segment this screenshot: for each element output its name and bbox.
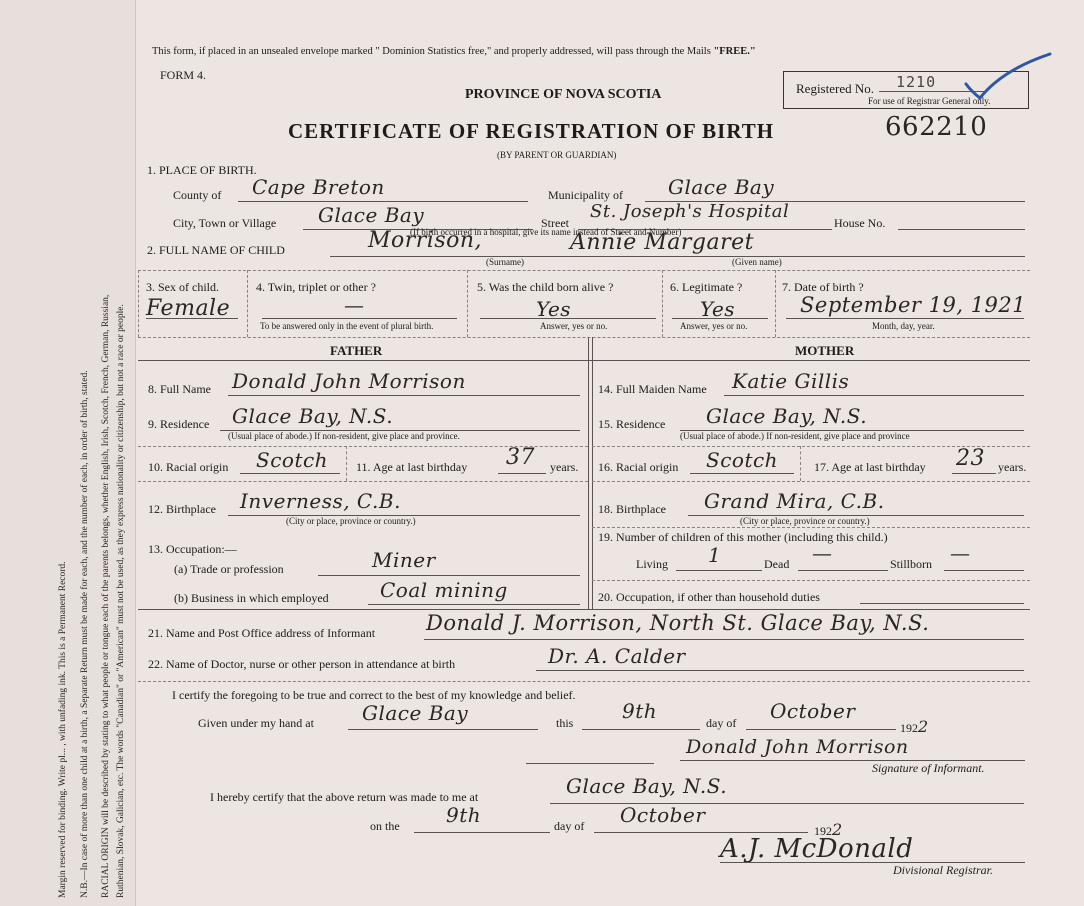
municipality-value: Glace Bay (668, 175, 775, 199)
mother-name-label: 14. Full Maiden Name (598, 382, 707, 396)
father-residence-label: 9. Residence (148, 417, 210, 431)
mother-residence-label: 15. Residence (598, 417, 666, 431)
registrar-day: 9th (446, 803, 482, 827)
father-birthplace-note: (City or place, province or country.) (286, 516, 416, 526)
margin-note-4: Ruthenian, Slovak, Galician, etc. The words "Canadian" or "American" must not be used, as they express nationality or citizenship, but not a race or people. (116, 304, 126, 898)
mother-heading: MOTHER (795, 343, 855, 358)
mother-residence: Glace Bay, N.S. (706, 404, 868, 428)
father-trade-label: (a) Trade or profession (174, 562, 284, 576)
handwritten-number: 662210 (885, 112, 988, 142)
informant-value: Donald J. Morrison, North St. Glace Bay, N.S. (426, 611, 930, 635)
father-race: Scotch (256, 448, 329, 472)
mother-birthplace-label: 18. Birthplace (598, 502, 666, 516)
dob-label: 7. Date of birth ? (782, 280, 864, 294)
day-of-label: day of (706, 716, 737, 730)
county-label: County of (173, 188, 222, 202)
registered-label: Registered No. (796, 81, 874, 96)
registered-number: 1210 (896, 73, 937, 91)
alive-note: Answer, yes or no. (540, 321, 608, 331)
certify-statement: I certify the foregoing to be true and correct to the best of my knowledge and belief. (172, 688, 576, 702)
on-the-label: on the (370, 819, 400, 833)
city-value: Glace Bay (318, 203, 425, 227)
province-heading: PROVINCE OF NOVA SCOTIA (465, 87, 662, 102)
stillborn-count: — (950, 541, 971, 565)
registrar-day-of-label: day of (554, 819, 585, 833)
place-section-label: 1. PLACE OF BIRTH. (147, 163, 257, 177)
registrar-caption: Divisional Registrar. (893, 863, 994, 877)
margin-note-2: N.B.—In case of more than one child at a birth, a Separate Return must be made for each, and the number of each, in order of birth, stated. (80, 370, 90, 898)
mother-age: 23 (956, 446, 985, 471)
child-given-name: Annie Margaret (570, 230, 755, 255)
dob-value: September 19, 1921 (800, 293, 1027, 317)
father-race-label: 10. Racial origin (148, 460, 229, 474)
city-label: City, Town or Village (173, 216, 277, 230)
father-age: 37 (506, 445, 535, 470)
dead-label: Dead (764, 557, 790, 571)
father-name: Donald John Morrison (232, 369, 466, 393)
this-label: this (556, 716, 574, 730)
mother-age-label: 17. Age at last birthday (814, 460, 926, 474)
father-birthplace: Inverness, C.B. (240, 489, 401, 513)
given-name-caption: (Given name) (732, 257, 782, 267)
sex-value: Female (146, 296, 231, 321)
registrar-year: 1922 (814, 820, 843, 839)
given-year: 1922 (900, 717, 929, 736)
children-count-label: 19. Number of children of this mother (including this child.) (598, 530, 888, 544)
legitimate-label: 6. Legitimate ? (670, 280, 743, 294)
twin-value: — (344, 293, 365, 317)
informant-label: 21. Name and Post Office address of Informant (148, 626, 376, 640)
father-occupation-label: 13. Occupation:— (148, 542, 237, 556)
twin-note: To be answered only in the event of plural birth. (260, 321, 434, 331)
mother-residence-note: (Usual place of abode.) If non-resident, give place and province (680, 431, 910, 441)
living-label: Living (636, 557, 668, 571)
mother-birthplace: Grand Mira, C.B. (704, 489, 885, 513)
alive-label: 5. Was the child born alive ? (477, 280, 614, 294)
mother-race: Scotch (706, 448, 779, 472)
registrar-place: Glace Bay, N.S. (566, 774, 728, 798)
municipality-label: Municipality of (548, 188, 623, 202)
father-residence: Glace Bay, N.S. (232, 404, 394, 428)
father-heading: FATHER (330, 343, 383, 358)
father-birthplace-label: 12. Birthplace (148, 502, 216, 516)
dob-note: Month, day, year. (872, 321, 935, 331)
certificate-title: CERTIFICATE OF REGISTRATION OF BIRTH (288, 119, 775, 143)
postal-note: This form, if placed in an unsealed envelope marked " Dominion Statistics free," and properly addressed, will pass through the Mails "FREE." (152, 46, 756, 57)
checkmark-icon (962, 50, 1058, 114)
child-name-label: 2. FULL NAME OF CHILD (147, 243, 285, 257)
county-value: Cape Breton (252, 175, 385, 199)
father-name-label: 8. Full Name (148, 382, 211, 396)
father-age-years: years. (550, 460, 579, 474)
given-day: 9th (622, 699, 658, 723)
registrar-signature: A.J. McDonald (720, 834, 914, 864)
informant-signature-caption: Signature of Informant. (872, 761, 985, 775)
father-age-label: 11. Age at last birthday (356, 460, 468, 474)
mother-occupation-label: 20. Occupation, if other than household duties (598, 590, 820, 604)
registrar-month: October (620, 803, 706, 827)
father-business-label: (b) Business in which employed (174, 591, 329, 605)
sex-label: 3. Sex of child. (146, 280, 219, 294)
informant-signature: Donald John Morrison (686, 736, 909, 758)
street-value: St. Joseph's Hospital (590, 201, 790, 222)
alive-value: Yes (536, 297, 572, 321)
house-number-label: House No. (834, 216, 886, 230)
mother-name: Katie Gillis (732, 369, 850, 393)
margin-note-1: Margin reserved for binding. Write pl... , with unfading ink. This is a Permanent Record. (58, 561, 68, 898)
registered-box (783, 71, 1029, 109)
registrar-statement: I hereby certify that the above return was made to me at (210, 790, 479, 804)
given-month: October (770, 699, 856, 723)
father-trade: Miner (372, 548, 436, 572)
given-under-label: Given under my hand at (198, 716, 314, 730)
father-business: Coal mining (380, 578, 508, 602)
registered-note: For use of Registrar General only. (868, 96, 991, 106)
doctor-label: 22. Name of Doctor, nurse or other person in attendance at birth (148, 657, 456, 671)
form-number: FORM 4. (160, 68, 207, 82)
legitimate-value: Yes (700, 297, 736, 321)
hospital-note: (If birth occurred in a hospital, give its name instead of Street and Number) (410, 227, 682, 237)
mother-birthplace-note: (City or place, province or country.) (740, 516, 870, 526)
doctor-value: Dr. A. Calder (548, 644, 686, 668)
margin-note-3: RACIAL ORIGIN will be described by stating to what people or tongue each of the parents belongs, whether English, Irish, Scotch, French, German, Russian, (101, 294, 111, 898)
mother-race-label: 16. Racial origin (598, 460, 679, 474)
twin-label: 4. Twin, triplet or other ? (256, 280, 376, 294)
child-surname: Morrison, (368, 228, 483, 253)
father-residence-note: (Usual place of abode.) If non-resident, give place and province. (228, 431, 460, 441)
dead-count: — (812, 541, 833, 565)
stillborn-label: Stillborn (890, 557, 933, 571)
mother-age-years: years. (998, 460, 1027, 474)
surname-caption: (Surname) (486, 257, 524, 267)
binding-margin (0, 0, 136, 906)
street-label: Street (541, 216, 569, 230)
certificate-subtitle: (BY PARENT OR GUARDIAN) (497, 150, 617, 160)
living-count: 1 (708, 543, 722, 567)
legitimate-note: Answer, yes or no. (680, 321, 748, 331)
given-place: Glace Bay (362, 701, 469, 725)
